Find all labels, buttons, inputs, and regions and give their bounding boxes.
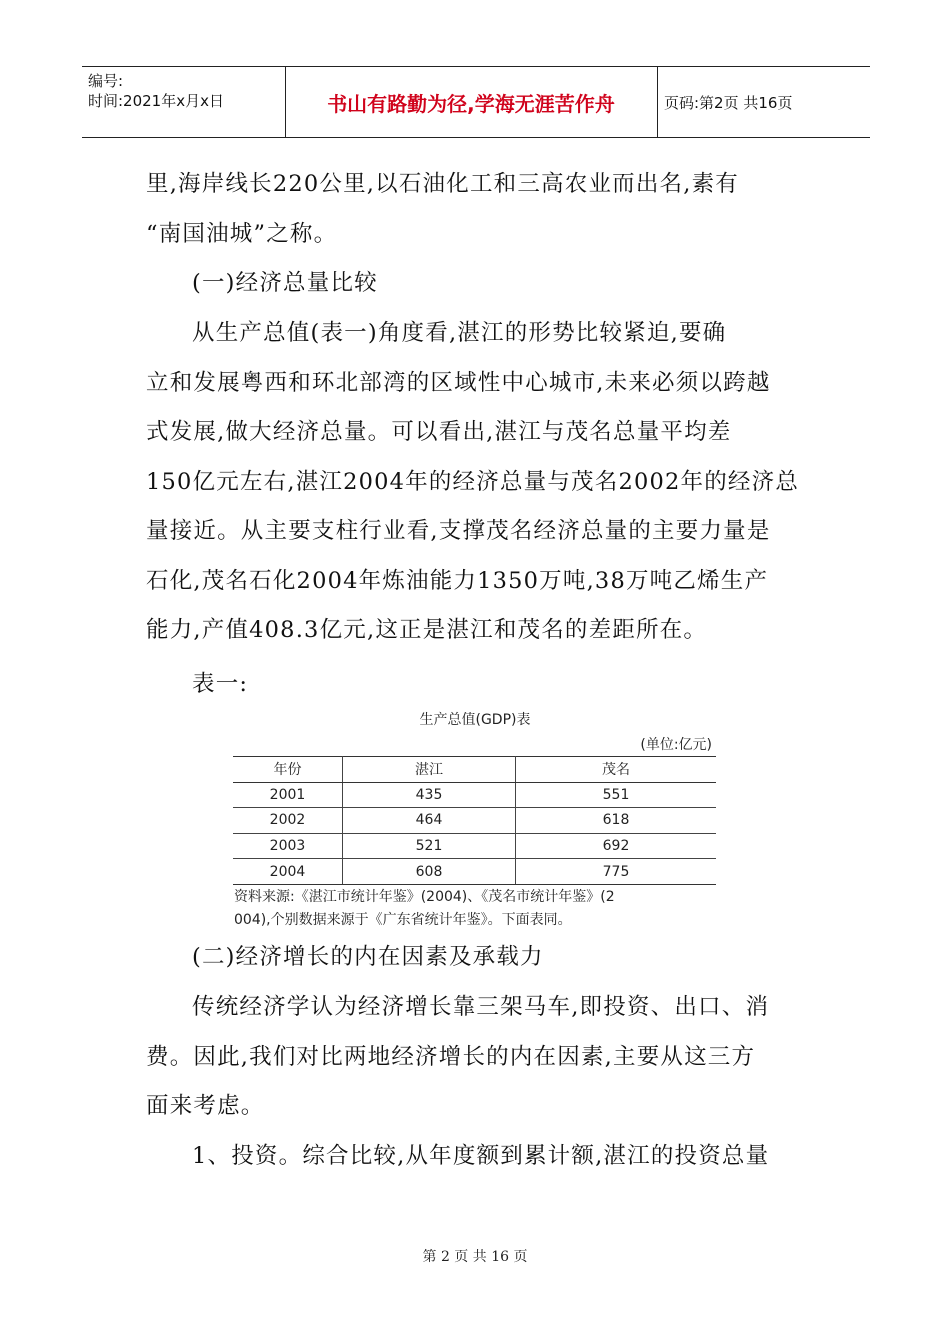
table-row	[233, 782, 716, 808]
text-line: 1、投资。综合比较,从年度额到累计额,湛江的投资总量	[192, 1143, 770, 1169]
source-line: 资料来源:《湛江市统计年鉴》(2004)、《茂名市统计年鉴》(2	[234, 889, 615, 905]
page-header	[82, 66, 870, 138]
header-divider	[657, 67, 658, 137]
gdp-table	[233, 756, 716, 885]
table-cell: 775	[516, 859, 717, 885]
text-line: 面来考虑。	[146, 1093, 265, 1119]
text-line: 量接近。从主要支柱行业看,支撑茂名经济总量的主要力量是	[146, 518, 771, 544]
section-heading-growth-factors: (二)经济增长的内在因素及承载力	[192, 944, 544, 970]
paragraph-gdp-comparison	[146, 309, 810, 656]
paragraph-investment	[146, 1132, 810, 1182]
text-line: 石化,茂名石化2004年炼油能力1350万吨,38万吨乙烯生产	[146, 567, 769, 594]
table-cell: 435	[343, 782, 516, 808]
source-line: 004),个别数据来源于《广东省统计年鉴》。下面表同。	[234, 912, 572, 928]
table-cell: 464	[343, 808, 516, 834]
table-cell: 2003	[233, 833, 343, 859]
text-line: “南国油城”之称。	[146, 220, 338, 247]
text-line: 从生产总值(表一)角度看,湛江的形势比较紧迫,要确	[192, 320, 727, 346]
document-number-label: 编号:	[88, 72, 124, 90]
column-header-maoming: 茂名	[516, 757, 717, 783]
table-row	[233, 808, 716, 834]
column-header-year: 年份	[233, 757, 343, 783]
table-cell: 608	[343, 859, 516, 885]
text-line: 里,海岸线长220公里,以石油化工和三高农业而出名,素有	[146, 171, 740, 197]
text-line: 费。因此,我们对比两地经济增长的内在因素,主要从这三方	[146, 1043, 756, 1070]
text-line: 立和发展粤西和环北部湾的区域性中心城市,未来必须以跨越	[146, 369, 771, 396]
table-unit: (单位:亿元)	[640, 737, 712, 753]
table-label: 表一:	[192, 671, 249, 697]
table-row	[233, 859, 716, 885]
table-cell: 692	[516, 833, 717, 859]
column-header-zhanjiang: 湛江	[343, 757, 516, 783]
text-line: 能力,产值408.3亿元,这正是湛江和茂名的差距所在。	[146, 617, 708, 643]
header-motto: 书山有路勤为径,学海无涯苦作舟	[327, 91, 615, 116]
paragraph-growth-drivers	[146, 983, 810, 1132]
table-cell: 2004	[233, 859, 343, 885]
section-heading-economic-total: (一)经济总量比较	[192, 270, 378, 296]
table-cell: 2002	[233, 808, 343, 834]
document-time-label: 时间:2021年x月x日	[88, 92, 224, 110]
table-title: 生产总值(GDP)表	[419, 712, 531, 728]
table-cell: 618	[516, 808, 717, 834]
table-header-row	[233, 757, 716, 783]
header-page-info: 页码:第2页 共16页	[664, 93, 793, 112]
text-line: 150亿元左右,湛江2004年的经济总量与茂名2002年的经济总	[146, 468, 800, 495]
text-line: 式发展,做大经济总量。可以看出,湛江与茂名总量平均差	[146, 419, 732, 445]
table-cell: 521	[343, 833, 516, 859]
table-source-note	[234, 886, 734, 932]
table-cell: 551	[516, 782, 717, 808]
paragraph-intro	[146, 160, 810, 259]
table-cell: 2001	[233, 782, 343, 808]
page-footer: 第 2 页 共 16 页	[422, 1249, 528, 1265]
header-meta	[88, 71, 284, 111]
header-divider	[285, 67, 286, 137]
text-line: 传统经济学认为经济增长靠三架马车,即投资、出口、消	[192, 994, 770, 1020]
table-row	[233, 833, 716, 859]
